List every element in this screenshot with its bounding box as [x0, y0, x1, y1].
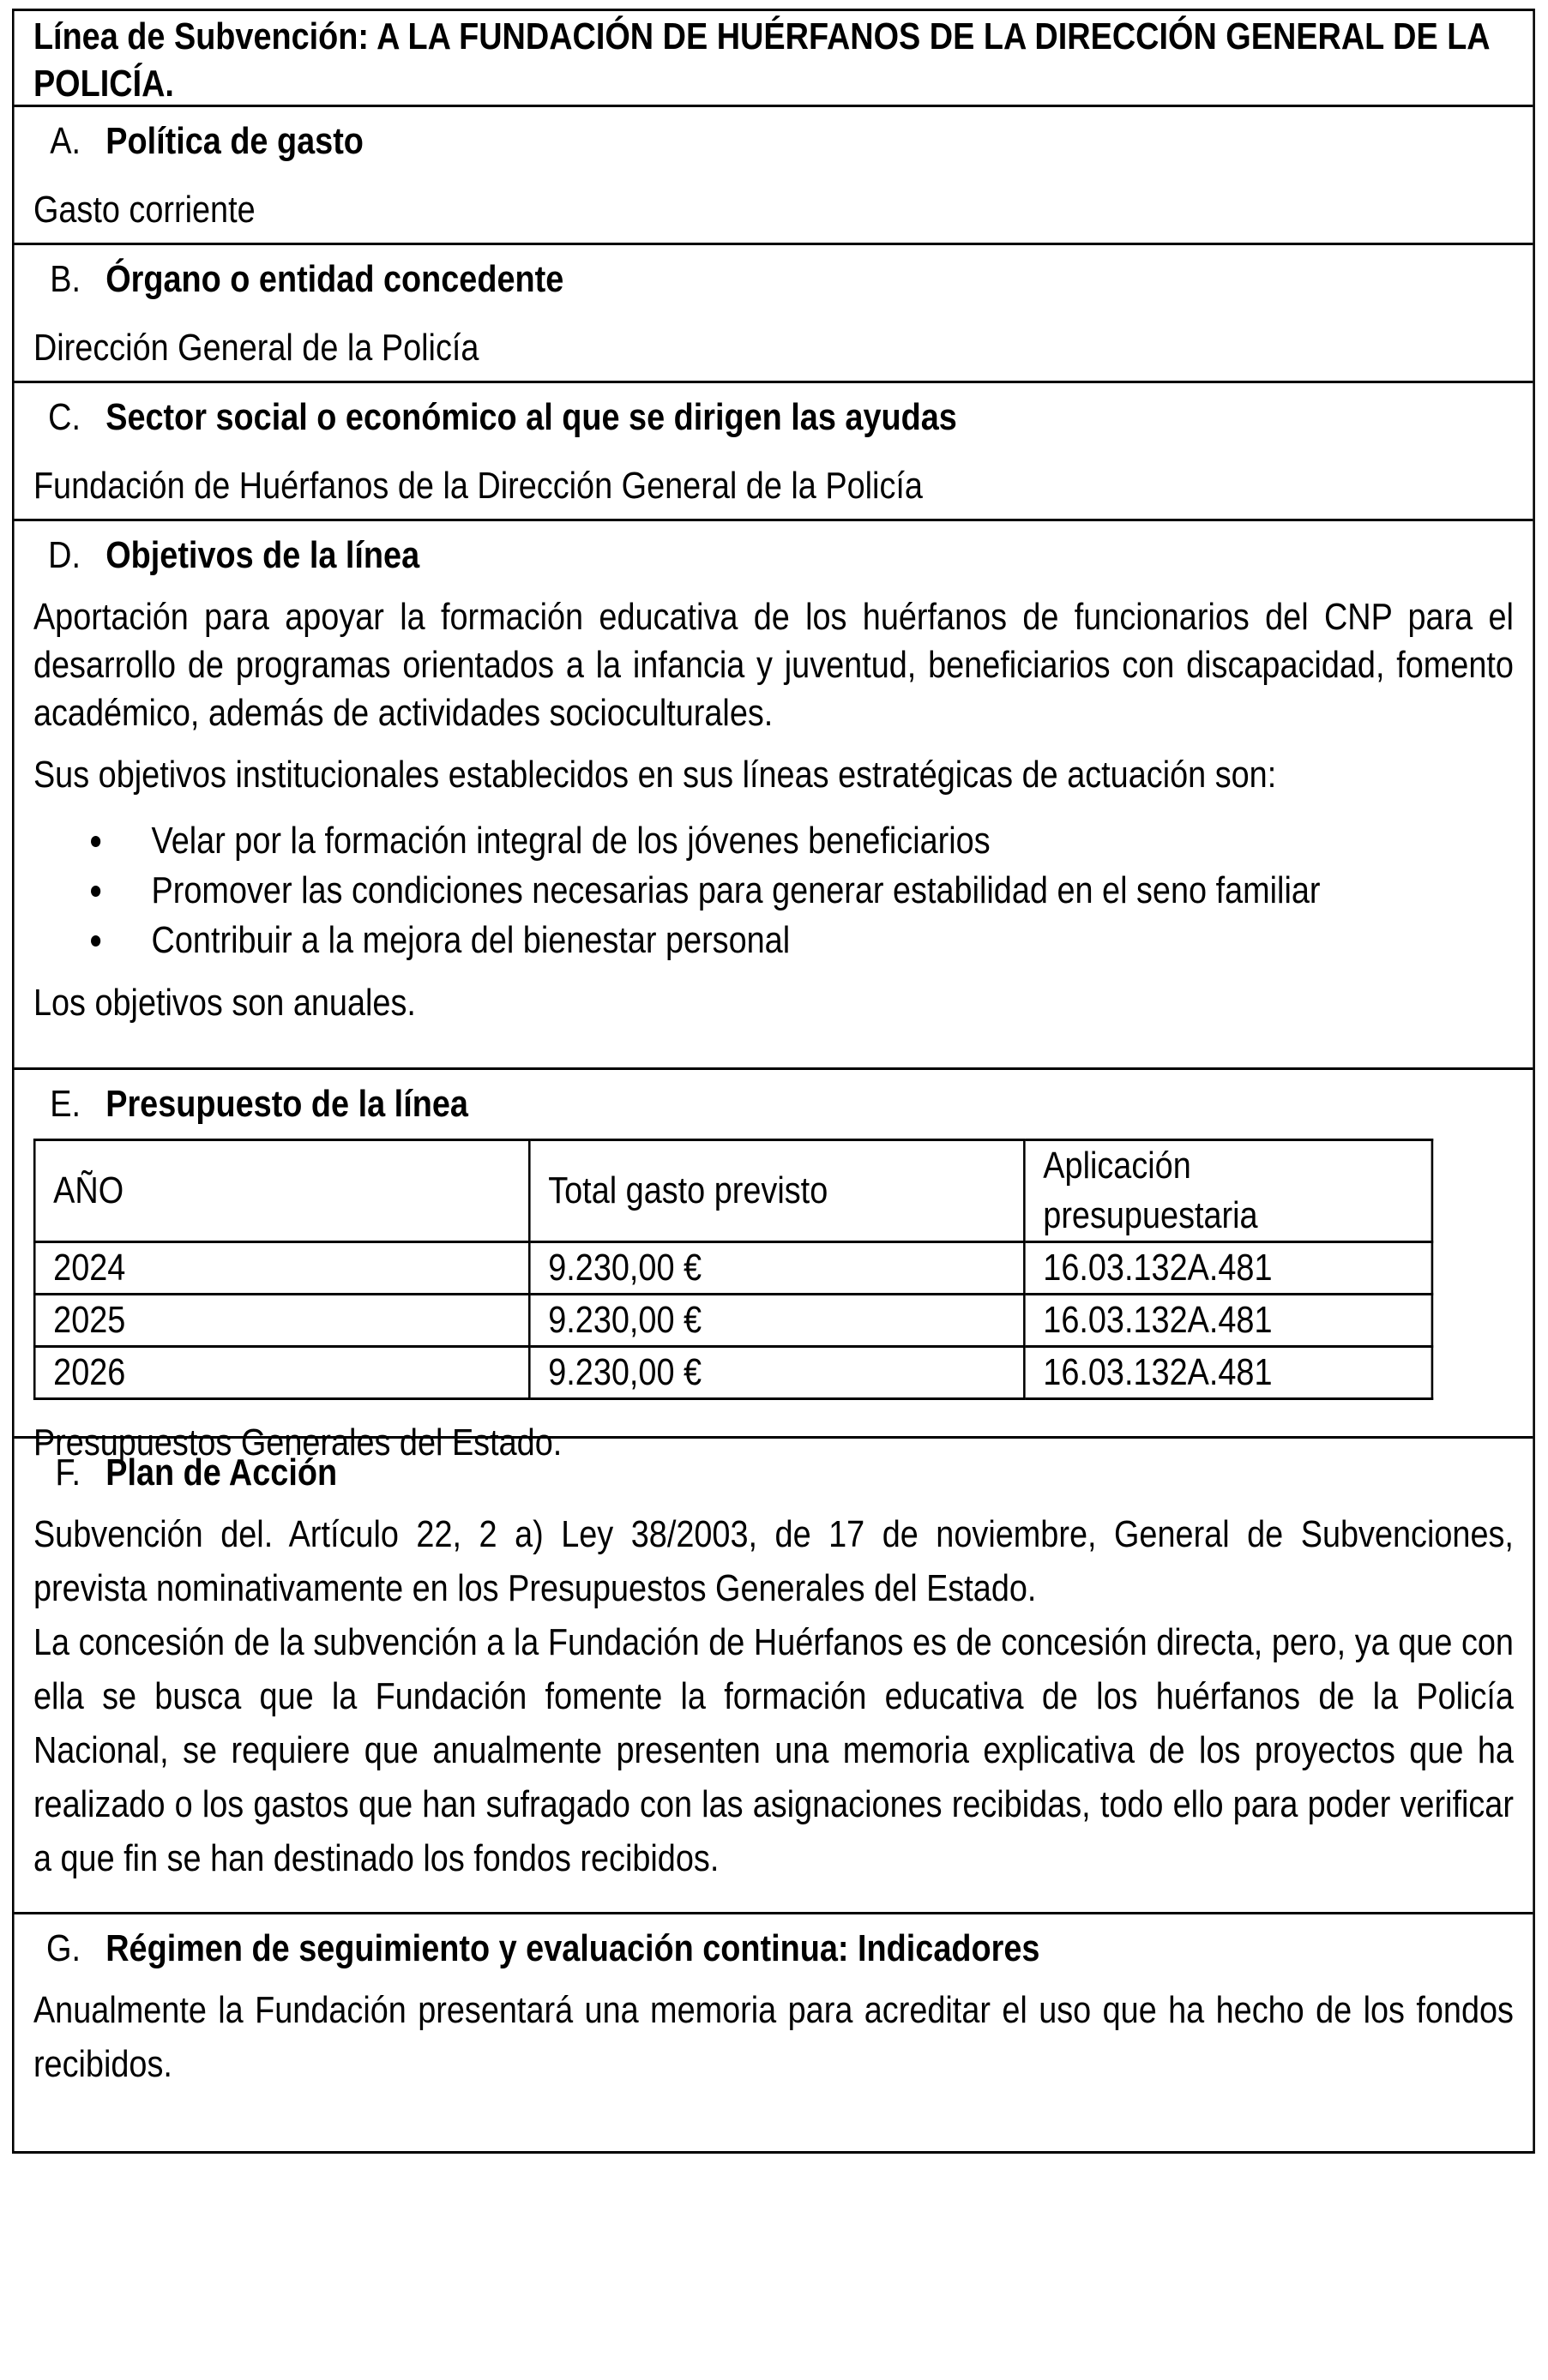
table-cell: 9.230,00 €	[529, 1347, 1024, 1399]
section-c-letter: C.	[48, 396, 81, 438]
table-cell: 16.03.132A.481	[1024, 1295, 1432, 1347]
table-header-cell: Aplicación presupuestaria	[1024, 1140, 1432, 1242]
section-a-title: Política de gasto	[105, 120, 364, 162]
objectives-list	[15, 809, 1533, 965]
list-item	[15, 866, 1533, 916]
table-row	[34, 1295, 1432, 1347]
section-b-title: Órgano o entidad concedente	[105, 258, 564, 300]
table-header-row	[34, 1140, 1432, 1242]
document	[12, 9, 1514, 2154]
section-g-paragraph: Anualmente la Fundación presentará una memoria para acreditar el uso que ha hecho de los fondos recibidos.	[33, 1989, 1514, 2085]
table-header-cell: Total gasto previsto	[529, 1140, 1024, 1242]
list-item-text: Velar por la formación integral de los jóvenes beneficiarios	[151, 820, 991, 862]
table-cell: 16.03.132A.481	[1024, 1242, 1432, 1295]
table-row	[34, 1347, 1432, 1399]
section-b	[15, 245, 1533, 383]
section-f-letter: F.	[55, 1451, 81, 1494]
section-d	[15, 521, 1533, 1070]
section-a-text: Gasto corriente	[33, 189, 256, 231]
list-item-text: Promover las condiciones necesarias para generar estabilidad en el seno familiar	[151, 869, 1321, 911]
section-a-letter: A.	[50, 120, 81, 162]
section-d-closing: Los objetivos son anuales.	[33, 982, 416, 1024]
section-c-heading	[15, 383, 1533, 452]
section-c-text: Fundación de Huérfanos de la Dirección General de la Policía	[33, 465, 923, 507]
section-d-heading	[15, 521, 1533, 590]
section-d-title: Objetivos de la línea	[105, 534, 420, 576]
section-d-intro: Sus objetivos institucionales establecidos en sus líneas estratégicas de actuación son:	[33, 754, 1277, 796]
section-e-note: Presupuestos Generales del Estado.	[33, 1421, 563, 1463]
budget-table	[33, 1139, 1433, 1400]
section-g-heading	[15, 1914, 1533, 1983]
bullet-icon	[91, 935, 100, 947]
section-g	[15, 1914, 1533, 2151]
section-e	[15, 1070, 1533, 1463]
table-header-cell: AÑO	[34, 1140, 529, 1242]
section-c-title: Sector social o económico al que se dirigen las ayudas	[105, 396, 957, 438]
section-c	[15, 383, 1533, 521]
document-title: Línea de Subvención: A LA FUNDACIÓN DE HUÉRFANOS DE LA DIRECCIÓN GENERAL DE LA POLICÍA.	[15, 11, 1533, 107]
list-item	[15, 916, 1533, 965]
section-f-title: Plan de Acción	[105, 1451, 338, 1494]
section-e-letter: E.	[50, 1083, 81, 1125]
section-d-paragraph: Aportación para apoyar la formación educativa de los huérfanos de funcionarios del CNP para el desarrollo de programas orientados a la infancia y juventud, beneficiarios con discapacidad, fomento académico, además de actividades socioculturales.	[33, 596, 1514, 734]
list-item-text: Contribuir a la mejora del bienestar personal	[151, 919, 791, 961]
section-a	[15, 107, 1533, 245]
table-row	[34, 1242, 1432, 1295]
bullet-icon	[91, 886, 100, 897]
table-cell: 2026	[34, 1347, 529, 1399]
section-b-letter: B.	[50, 258, 81, 300]
section-b-heading	[15, 245, 1533, 314]
subsidy-form-table	[12, 9, 1535, 2154]
section-e-title: Presupuesto de la línea	[105, 1083, 468, 1125]
list-item	[15, 816, 1533, 866]
section-f-paragraph-2: La concesión de la subvención a la Fundación de Huérfanos es de concesión directa, pero, ya que con ella se busca que la Fundación fomente la formación educativa de los huérfanos de la Policía Nacional, se requiere que anualmente presenten una memoria explicativa de los proyectos que ha realizado o los gastos que han sufragado con las asignaciones recibidas, todo ello para poder verificar a que fin se han destinado los fondos recibidos.	[33, 1621, 1514, 1879]
section-f-heading	[15, 1439, 1533, 1507]
section-e-heading	[15, 1070, 1533, 1139]
section-a-heading	[15, 107, 1533, 176]
section-f	[15, 1439, 1533, 1914]
table-cell: 2025	[34, 1295, 529, 1347]
section-g-letter: G.	[46, 1927, 81, 1969]
section-f-paragraph-1: Subvención del. Artículo 22, 2 a) Ley 38/2003, de 17 de noviembre, General de Subvenciones, prevista nominativamente en los Presupuestos Generales del Estado.	[33, 1513, 1514, 1609]
table-cell: 16.03.132A.481	[1024, 1347, 1432, 1399]
table-cell: 2024	[34, 1242, 529, 1295]
section-g-title: Régimen de seguimiento y evaluación continua: Indicadores	[105, 1927, 1040, 1969]
table-cell: 9.230,00 €	[529, 1242, 1024, 1295]
bullet-icon	[91, 836, 100, 847]
section-b-text: Dirección General de la Policía	[33, 327, 479, 369]
section-d-letter: D.	[48, 534, 81, 576]
table-cell: 9.230,00 €	[529, 1295, 1024, 1347]
